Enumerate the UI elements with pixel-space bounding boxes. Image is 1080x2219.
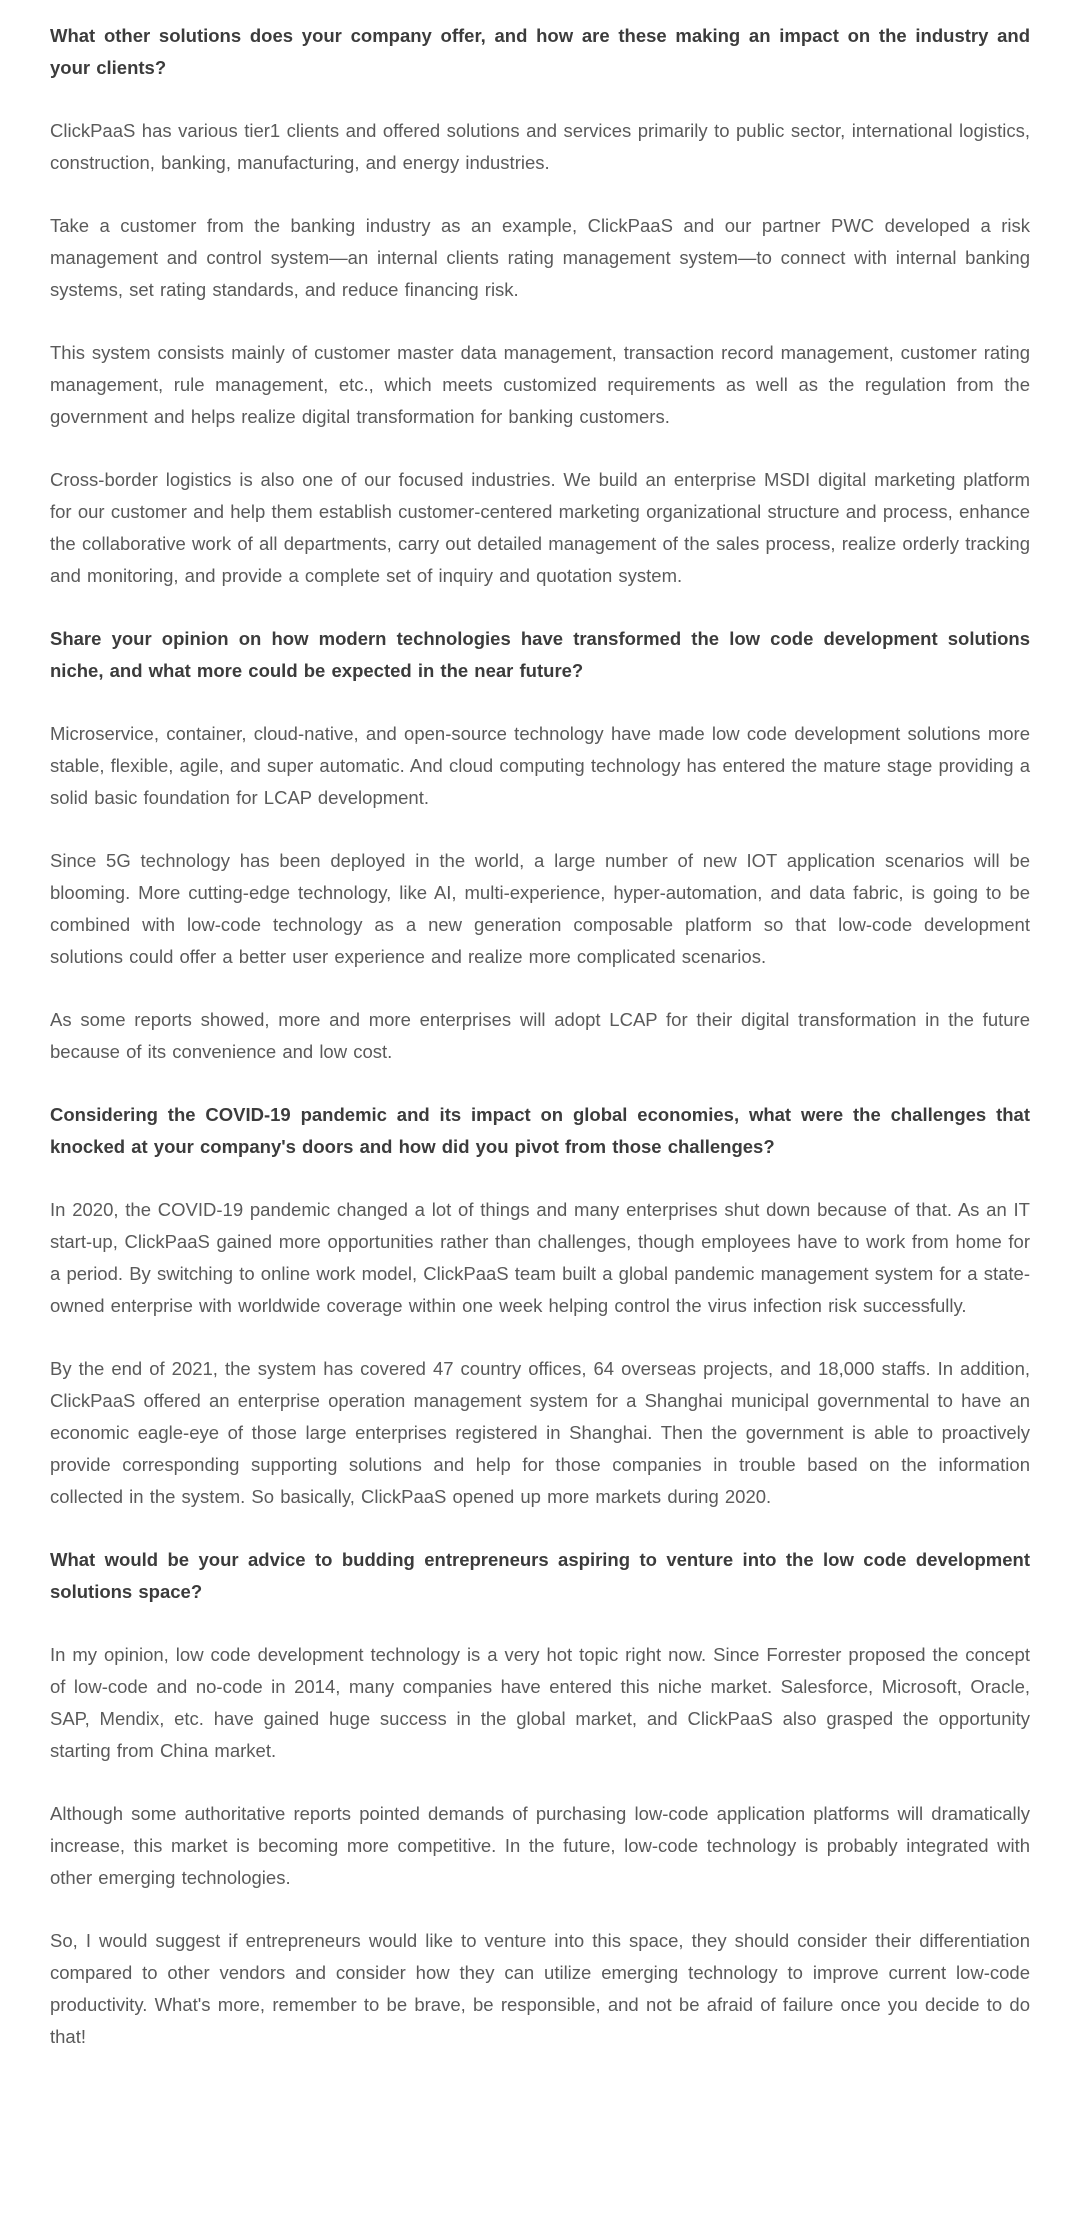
answer-paragraph-4-2: Although some authoritative reports pointed demands of purchasing low-code application platforms will dramatically increase, this market is becoming more competitive. In the future, low-code technology is probably integrated with other emerging technologies.	[50, 1803, 1030, 1888]
answer-paragraph-2-3: As some reports showed, more and more enterprises will adopt LCAP for their digital transformation in the future because of its convenience and low cost.	[50, 1009, 1030, 1062]
answer-paragraph-2-2: Since 5G technology has been deployed in the world, a large number of new IOT application scenarios will be blooming. More cutting-edge technology, like AI, multi-experience, hyper-automation, and data fabric, is going to be combined with low-code technology as a new generation composable platform so that low-code development solutions could offer a better user experience and realize more complicated scenarios.	[50, 850, 1030, 967]
answer-paragraph-1-1: ClickPaaS has various tier1 clients and offered solutions and services primarily to public sector, international logistics, construction, banking, manufacturing, and energy industries.	[50, 120, 1030, 173]
question-heading-1: What other solutions does your company offer, and how are these making an impact on the industry and your clients?	[50, 25, 1030, 78]
question-heading-3: Considering the COVID-19 pandemic and its impact on global economies, what were the challenges that knocked at your company's doors and how did you pivot from those challenges?	[50, 1104, 1030, 1157]
answer-paragraph-4-3: So, I would suggest if entrepreneurs would like to venture into this space, they should consider their differentiation compared to other vendors and consider how they can utilize emerging technology to improve current low-code productivity. What's more, remember to be brave, be responsible, and not be afraid of failure once you decide to do that!	[50, 1930, 1030, 2047]
question-heading-4: What would be your advice to budding entrepreneurs aspiring to venture into the low code development solutions space?	[50, 1549, 1030, 1602]
answer-paragraph-3-2: By the end of 2021, the system has covered 47 country offices, 64 overseas projects, and 18,000 staffs. In addition, ClickPaaS offered an enterprise operation management system for a Shanghai municipal governmental to have an economic eagle-eye of those large enterprises registered in Shanghai. Then the government is able to proactively provide corresponding supporting solutions and help for those companies in trouble based on the information collected in the system. So basically, ClickPaaS opened up more markets during 2020.	[50, 1358, 1030, 1507]
answer-paragraph-2-1: Microservice, container, cloud-native, and open-source technology have made low code development solutions more stable, flexible, agile, and super automatic. And cloud computing technology has entered the mature stage providing a solid basic foundation for LCAP development.	[50, 723, 1030, 808]
answer-paragraph-1-3: This system consists mainly of customer master data management, transaction record management, customer rating management, rule management, etc., which meets customized requirements as well as the regulation from the government and helps realize digital transformation for banking customers.	[50, 342, 1030, 427]
question-heading-2: Share your opinion on how modern technologies have transformed the low code development solutions niche, and what more could be expected in the near future?	[50, 628, 1030, 681]
answer-paragraph-1-2: Take a customer from the banking industry as an example, ClickPaaS and our partner PWC developed a risk management and control system—an internal clients rating management system—to connect with internal banking systems, set rating standards, and reduce financing risk.	[50, 215, 1030, 300]
answer-paragraph-3-1: In 2020, the COVID-19 pandemic changed a lot of things and many enterprises shut down because of that. As an IT start-up, ClickPaaS gained more opportunities rather than challenges, though employees have to work from home for a period. By switching to online work model, ClickPaaS team built a global pandemic management system for a state-owned enterprise with worldwide coverage within one week helping control the virus infection risk successfully.	[50, 1199, 1030, 1316]
answer-paragraph-1-4: Cross-border logistics is also one of our focused industries. We build an enterprise MSDI digital marketing platform for our customer and help them establish customer-centered marketing organizational structure and process, enhance the collaborative work of all departments, carry out detailed management of the sales process, realize orderly tracking and monitoring, and provide a complete set of inquiry and quotation system.	[50, 469, 1030, 586]
answer-paragraph-4-1: In my opinion, low code development technology is a very hot topic right now. Since Forrester proposed the concept of low-code and no-code in 2014, many companies have entered this niche market. Salesforce, Microsoft, Oracle, SAP, Mendix, etc. have gained huge success in the global market, and ClickPaaS also grasped the opportunity starting from China market.	[50, 1644, 1030, 1761]
